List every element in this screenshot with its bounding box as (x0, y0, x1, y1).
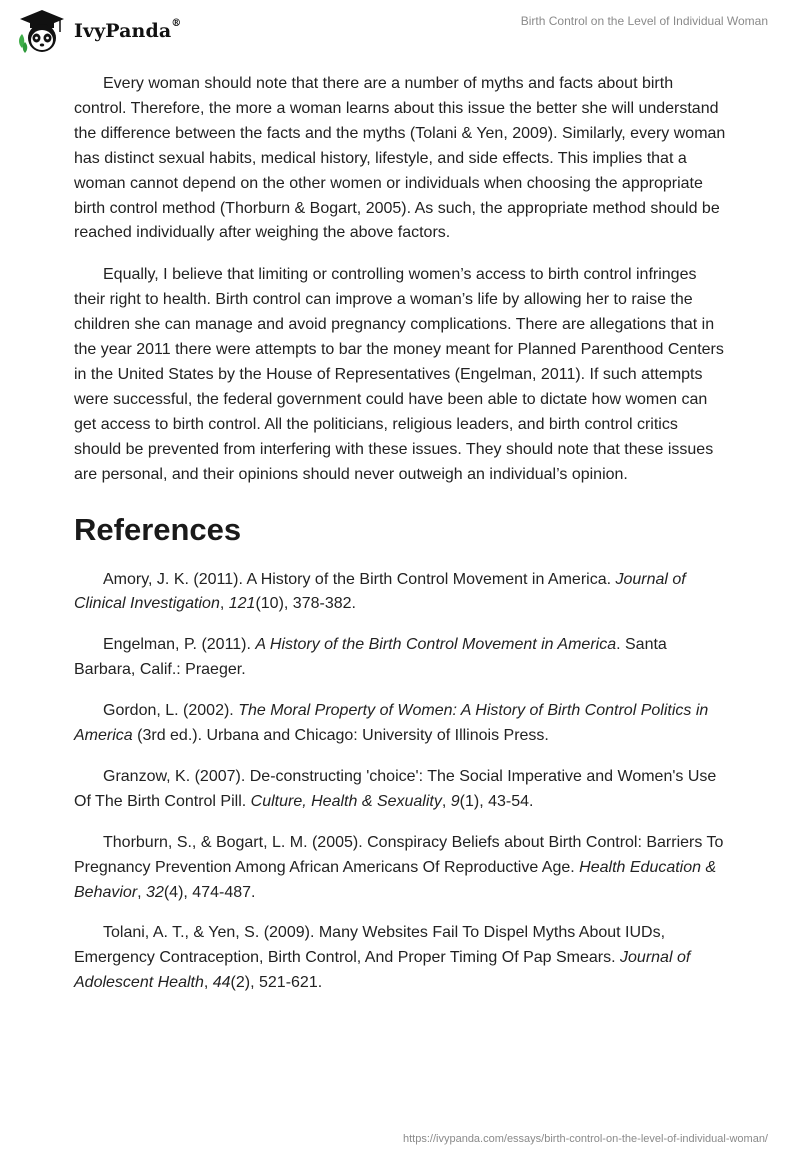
brand-name: IvyPanda® (74, 18, 182, 42)
reference-item: Gordon, L. (2002). The Moral Property of Women: A History of Birth Control Politics in America (3rd ed.). Urbana and Chicago: University of Illinois Press. (74, 702, 709, 745)
body-paragraph: Equally, I believe that limiting or controlling women’s access to birth control infringes their right to health. Birth control can improve a woman’s life by allowing her to raise the children she can manage and avoid pregnancy complications. There are allegations that in the year 2011 there were attempts to bar the money meant for Planned Parenthood Centers in the United States by the House of Representatives (Engelman, 2011). If such attempts were successful, the federal government could have been able to dictate how women can get access to birth control. All the politicians, religious leaders, and birth control critics should be prevented from interfering with these issues. They should note that these issues are personal, and their opinions should never outweigh an individual’s opinion. (74, 266, 724, 483)
references-heading: References (74, 511, 242, 547)
essay-content (74, 72, 729, 1012)
reference-item: Amory, J. K. (2011). A History of the Birth Control Movement in America. Journal of Clinical Investigation, 121(10), 378-382. (74, 570, 686, 613)
ivypanda-logo[interactable] (16, 8, 181, 54)
source-url[interactable]: https://ivypanda.com/essays/birth-control-on-the-level-of-individual-woman/ (403, 1133, 768, 1145)
page-header (0, 0, 800, 64)
reference-item: Tolani, A. T., & Yen, S. (2009). Many Websites Fail To Dispel Myths About IUDs, Emergency Contraception, Birth Control, And Proper Timing Of Pap Smears. Journal of Adolescent Health, 44(2), 521-621. (74, 924, 691, 992)
reference-item: Granzow, K. (2007). De-constructing 'choice': The Social Imperative and Women's Use Of The Birth Control Pill. Culture, Health & Sexuality, 9(1), 43-54. (74, 767, 717, 810)
body-paragraph: Every woman should note that there are a number of myths and facts about birth control. Therefore, the more a woman learns about this issue the better she will understand the difference between the facts and the myths (Tolani & Yen, 2009). Similarly, every woman has distinct sexual habits, medical history, lifestyle, and side effects. This implies that a woman cannot depend on the other women or individuals when choosing the appropriate birth control method (Thorburn & Bogart, 2005). As such, the appropriate method should be reached individually after weighing the above factors. (74, 75, 726, 242)
panda-logo-icon (16, 8, 68, 54)
reference-item: Engelman, P. (2011). A History of the Birth Control Movement in America. Santa Barbara, Calif.: Praeger. (74, 636, 667, 679)
reference-item: Thorburn, S., & Bogart, L. M. (2005). Conspiracy Beliefs about Birth Control: Barriers To Pregnancy Prevention Among African Americans Of Reproductive Age. Health Education & Behavior, 32(4), 474-487. (74, 833, 724, 901)
document-title: Birth Control on the Level of Individual Woman (520, 14, 768, 28)
